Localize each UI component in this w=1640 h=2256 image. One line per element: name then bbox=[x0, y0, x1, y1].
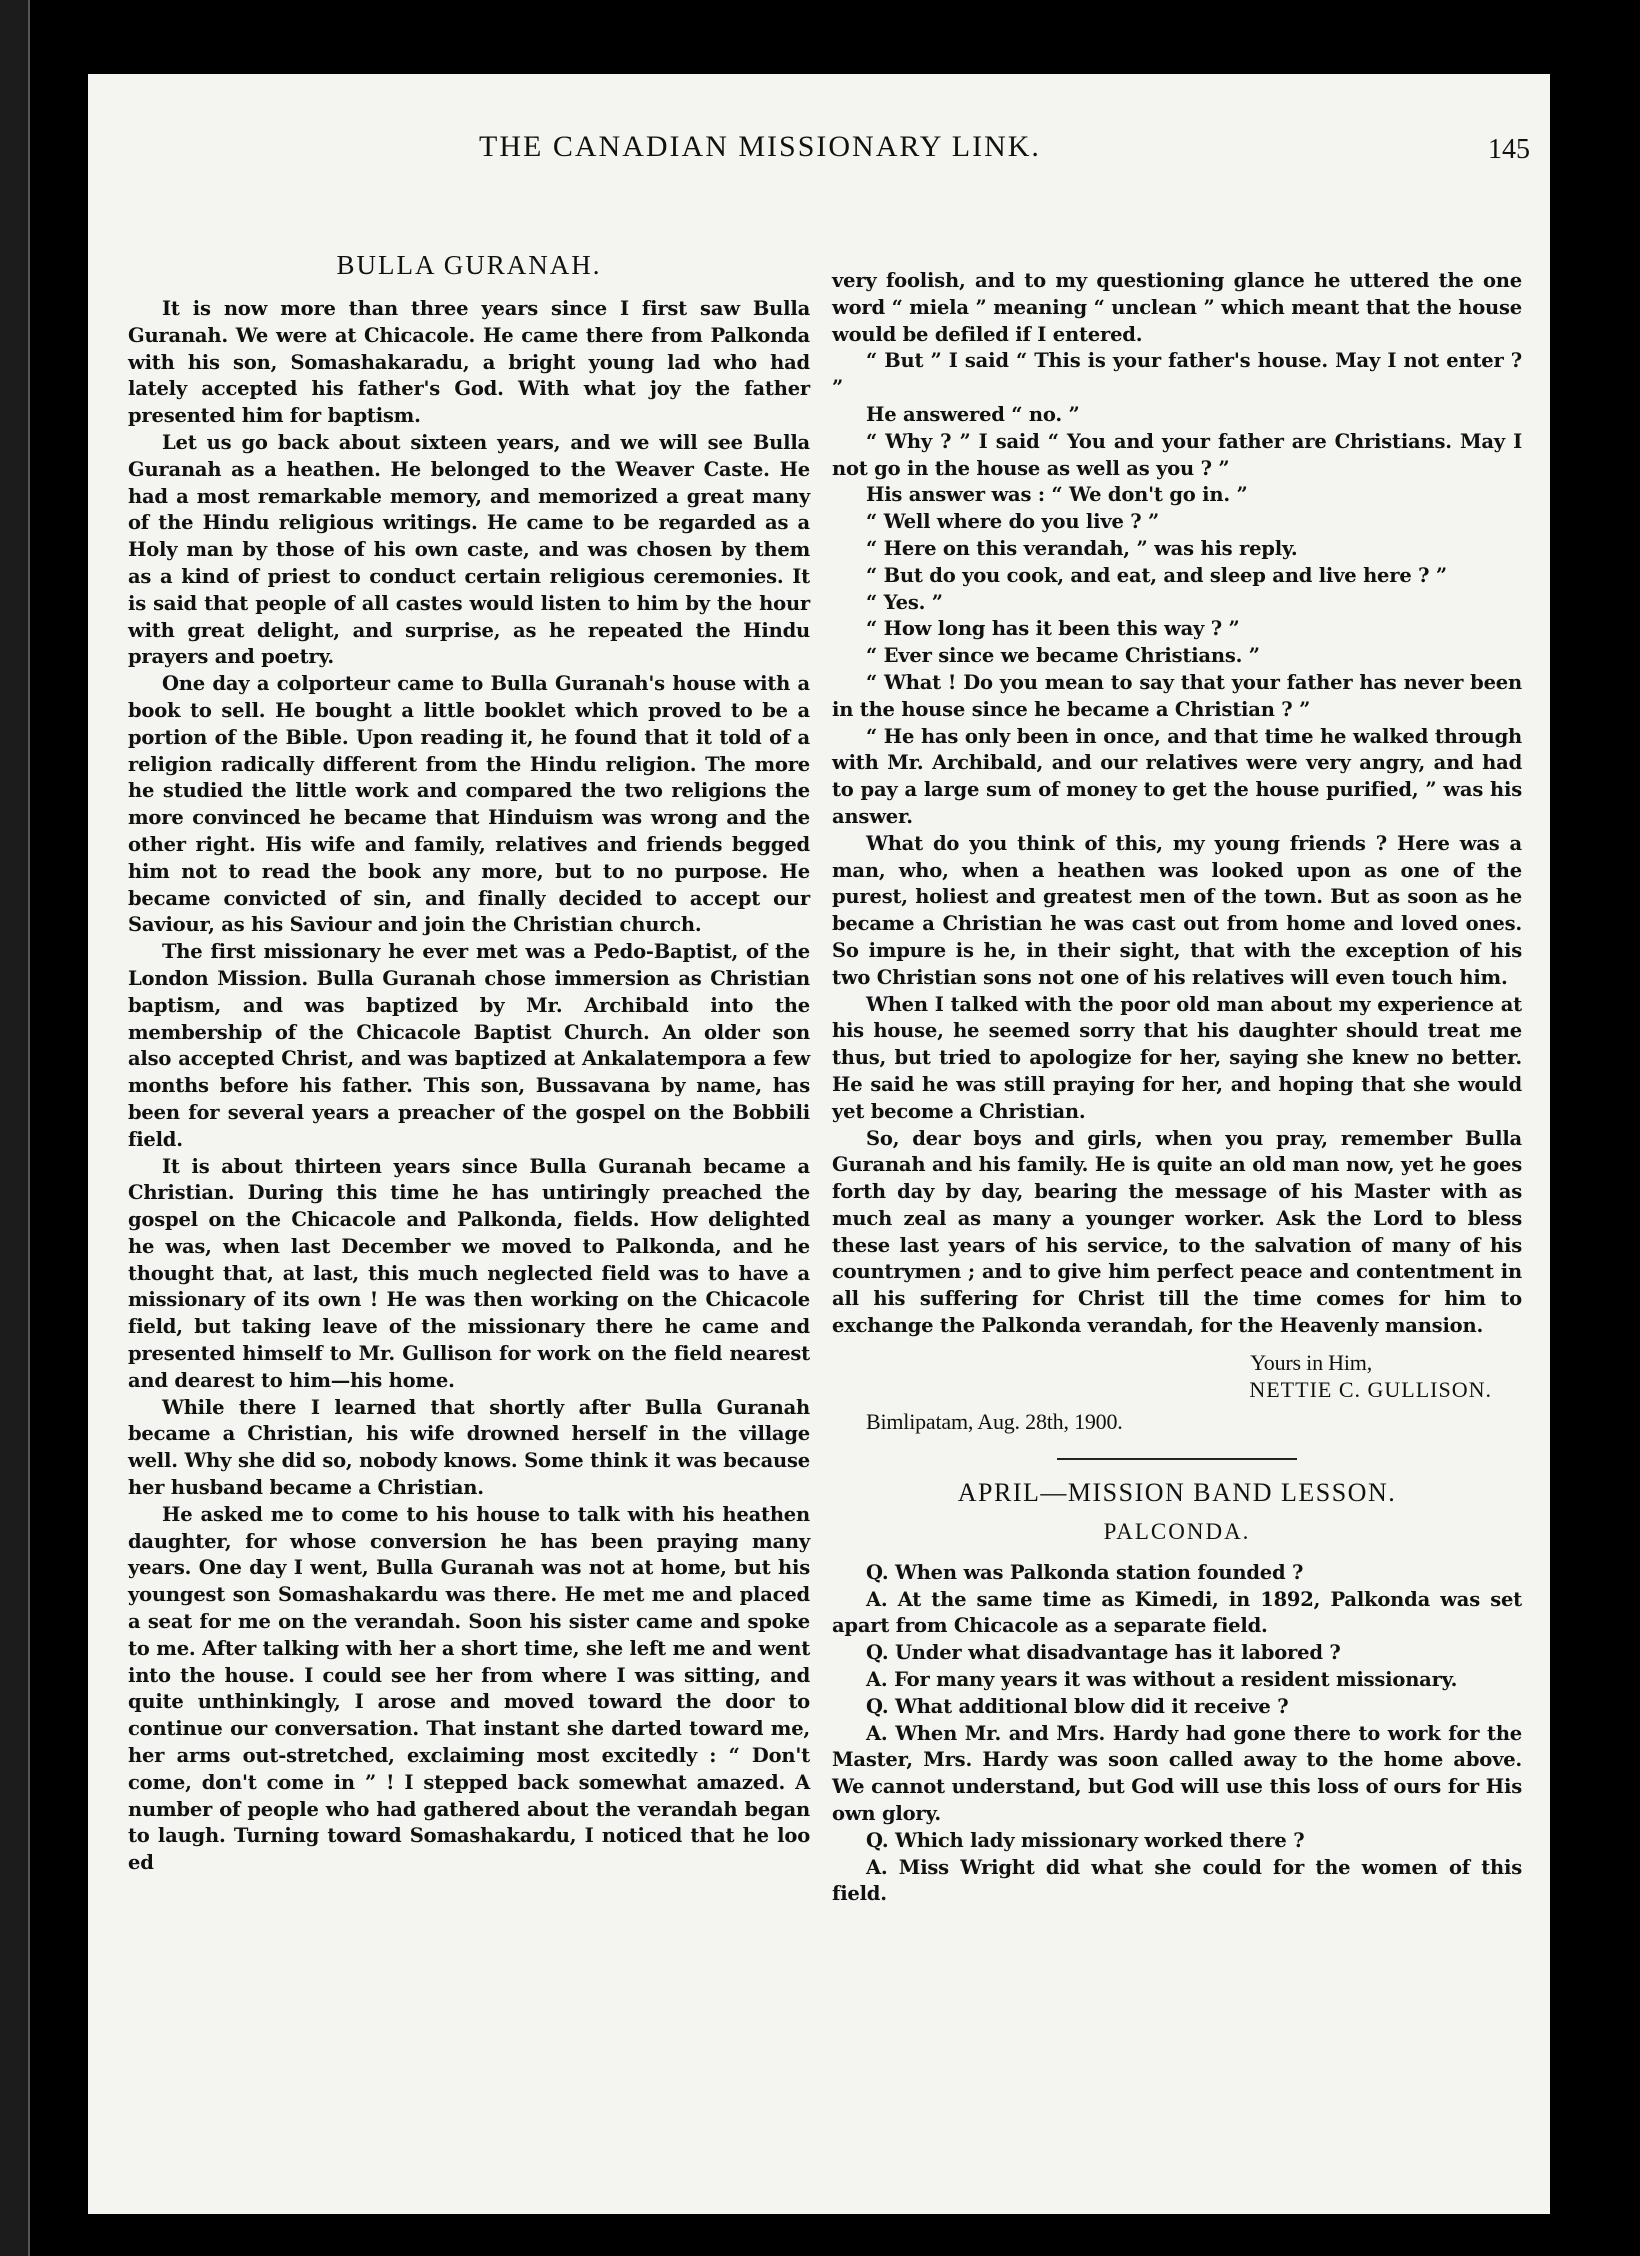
closing: Yours in Him, bbox=[1250, 1349, 1372, 1375]
qa-item: Q. Under what disadvantage has it labored ? bbox=[866, 1641, 1341, 1665]
qa-item: A. Miss Wright did what she could for the women of this field. bbox=[832, 1855, 1522, 1906]
paragraph: “ Yes. ” bbox=[866, 590, 943, 614]
book-spine bbox=[0, 0, 30, 2256]
paragraph: It is now more than three years since I first saw Bulla Guranah. We were at Chicacole. He came there from Palkonda with his son, Somashakaradu, a bright young lad who had lately accepted his father's God. With what joy the father presented him for baptism. bbox=[128, 297, 810, 428]
paragraph: He asked me to come to his house to talk with his heathen daughter, for whose conversion he has been praying many years. One day I went, Bulla Guranah was not at home, but his youngest son Somashakardu was there. He met me and placed a seat for me on the verandah. Soon his sister came and spoke to me. After talking with her a short time, she left me and went into the house. I could see her from where I was sitting, and quite unthinkingly, I arose and moved toward the door to continue our conversation. That instant she darted toward me, her arms out-stretched, exclaiming most excitedly : “ Don't come, don't come in ” ! I stepped back somewhat amazed. A number of people who had gathered about the verandah began to laugh. Turning toward Somashakardu, I noticed that he loo ed bbox=[128, 1502, 810, 1875]
paragraph: very foolish, and to my questioning glance he uttered the one word “ miela ” meaning “ unclean ” which meant that the house would be defiled if I entered. bbox=[832, 269, 1522, 346]
running-header: THE CANADIAN MISSIONARY LINK. bbox=[479, 130, 1041, 163]
dateline: Bimlipatam, Aug. 28th, 1900. bbox=[866, 1409, 1123, 1435]
qa-item: Q. What additional blow did it receive ? bbox=[866, 1694, 1289, 1718]
divider bbox=[1057, 1458, 1297, 1460]
article-title: BULLA GURANAH. bbox=[336, 250, 602, 280]
qa-item: Q. Which lady missionary worked there ? bbox=[866, 1828, 1305, 1852]
paragraph: “ But do you cook, and eat, and sleep and live here ? ” bbox=[866, 563, 1447, 587]
paragraph: “ Well where do you live ? ” bbox=[866, 510, 1160, 534]
paragraph: So, dear boys and girls, when you pray, remember Bulla Guranah and his family. He is quite an old man now, yet he goes forth day by day, bearing the message of his Master with as much zeal as many a younger worker. Ask the Lord to bless these last years of his service, to the salvation of many of his countrymen ; and to give him perfect peace and contentment in all his suffering for Christ till the time comes for him to exchange the Palkonda verandah, for the Heavenly mansion. bbox=[832, 1126, 1522, 1338]
paragraph: “ He has only been in once, and that time he walked through with Mr. Archibald, and our relatives were very angry, and had to pay a large sum of money to get the house purified, ” was his answer. bbox=[832, 724, 1522, 828]
paragraph: It is about thirteen years since Bulla Guranah became a Christian. During this time he has untiringly preached the gospel on the Chicacole and Palkonda, fields. How delighted he was, when last December we moved to Palkonda, and he thought that, at last, this much neglected field was to have a missionary of its own ! He was then working on the Chicacole field, but taking leave of the missionary there he came and presented himself to Mr. Gullison for work on the field nearest and dearest to him—his home. bbox=[128, 1154, 810, 1392]
paragraph: While there I learned that shortly after Bulla Guranah became a Christian, his wife drowned herself in the village well. Why she did so, nobody knows. Some think it was because her husband became a Christian. bbox=[128, 1395, 810, 1500]
paragraph: What do you think of this, my young friends ? Here was a man, who, when a heathen was looked upon as one of the purest, holiest and greatest men of the town. But as soon as he became a Christian he was cast out from home and loved ones. So impure is he, in their sight, that with the exception of his two Christian sons not one of his relatives will even touch him. bbox=[832, 831, 1522, 989]
qa-item: A. At the same time as Kimedi, in 1892, Palkonda was set apart from Chicacole as a separate field. bbox=[832, 1587, 1522, 1638]
paragraph: When I talked with the poor old man about my experience at his house, he seemed sorry that his daughter should treat me thus, but tried to apologize for her, saying she knew no better. He said he was still praying for her, and hoping that she would yet become a Christian. bbox=[832, 992, 1522, 1123]
lesson-subtitle: PALCONDA. bbox=[1103, 1519, 1251, 1545]
paragraph: One day a colporteur came to Bulla Guranah's house with a book to sell. He bought a little booklet which proved to be a portion of the Bible. Upon reading it, he found that it told of a religion radically different from the Hindu religion. The more he studied the little work and compared the two religions the more convinced he became that Hinduism was wrong and the other right. His wife and family, relatives and friends begged him not to read the book any more, but to no purpose. He became convicted of sin, and finally decided to accept our Saviour, as his Saviour and join the Christian church. bbox=[128, 672, 810, 937]
paragraph: His answer was : “ We don't go in. ” bbox=[866, 483, 1248, 507]
paragraph: “ How long has it been this way ? ” bbox=[866, 617, 1240, 641]
qa-list bbox=[832, 1560, 1522, 1908]
qa-item: A. For many years it was without a resident missionary. bbox=[866, 1668, 1458, 1692]
paragraph: “ Why ? ” I said “ You and your father are Christians. May I not go in the house as well as you ? ” bbox=[832, 429, 1522, 480]
right-column bbox=[832, 268, 1522, 1908]
signature: NETTIE C. GULLISON. bbox=[1249, 1376, 1492, 1402]
paragraph: “ Ever since we became Christians. ” bbox=[866, 644, 1260, 668]
lesson-title: APRIL—MISSION BAND LESSON. bbox=[957, 1478, 1397, 1508]
qa-item: A. When Mr. and Mrs. Hardy had gone there to work for the Master, Mrs. Hardy was soon called away to the home above. We cannot understand, but God will use this loss of ours for His own glory. bbox=[832, 1721, 1522, 1826]
paragraph: “ But ” I said “ This is your father's house. May I not enter ? ” bbox=[832, 349, 1522, 400]
paragraph: He answered “ no. ” bbox=[866, 402, 1080, 426]
paragraph: “ What ! Do you mean to say that your father has never been in the house since he became a Christian ? ” bbox=[832, 670, 1522, 721]
qa-item: Q. When was Palkonda station founded ? bbox=[866, 1560, 1304, 1584]
page-number: 145 bbox=[1488, 134, 1530, 165]
paragraph: Let us go back about sixteen years, and we will see Bulla Guranah as a heathen. He belonged to the Weaver Caste. He had a most remarkable memory, and memorized a great many of the Hindu religious writings. He came to be regarded as a Holy man by those of his own caste, and was chosen by them as a kind of priest to conduct certain religious ceremonies. It is said that people of all castes would listen to him by the hour with great delight, and surprise, as he repeated the Hindu prayers and poetry. bbox=[128, 430, 810, 669]
left-column bbox=[128, 296, 810, 1877]
paragraph: “ Here on this verandah, ” was his reply. bbox=[866, 536, 1298, 560]
paragraph: The first missionary he ever met was a Pedo-Baptist, of the London Mission. Bulla Guranah chose immersion as Christian baptism, and was baptized by Mr. Archibald into the membership of the Chicacole Baptist Church. An older son also accepted Christ, and was baptized at Ankalatempora a few months before his father. This son, Bussavana by name, has been for several years a preacher of the gospel on the Bobbili field. bbox=[128, 940, 810, 1151]
